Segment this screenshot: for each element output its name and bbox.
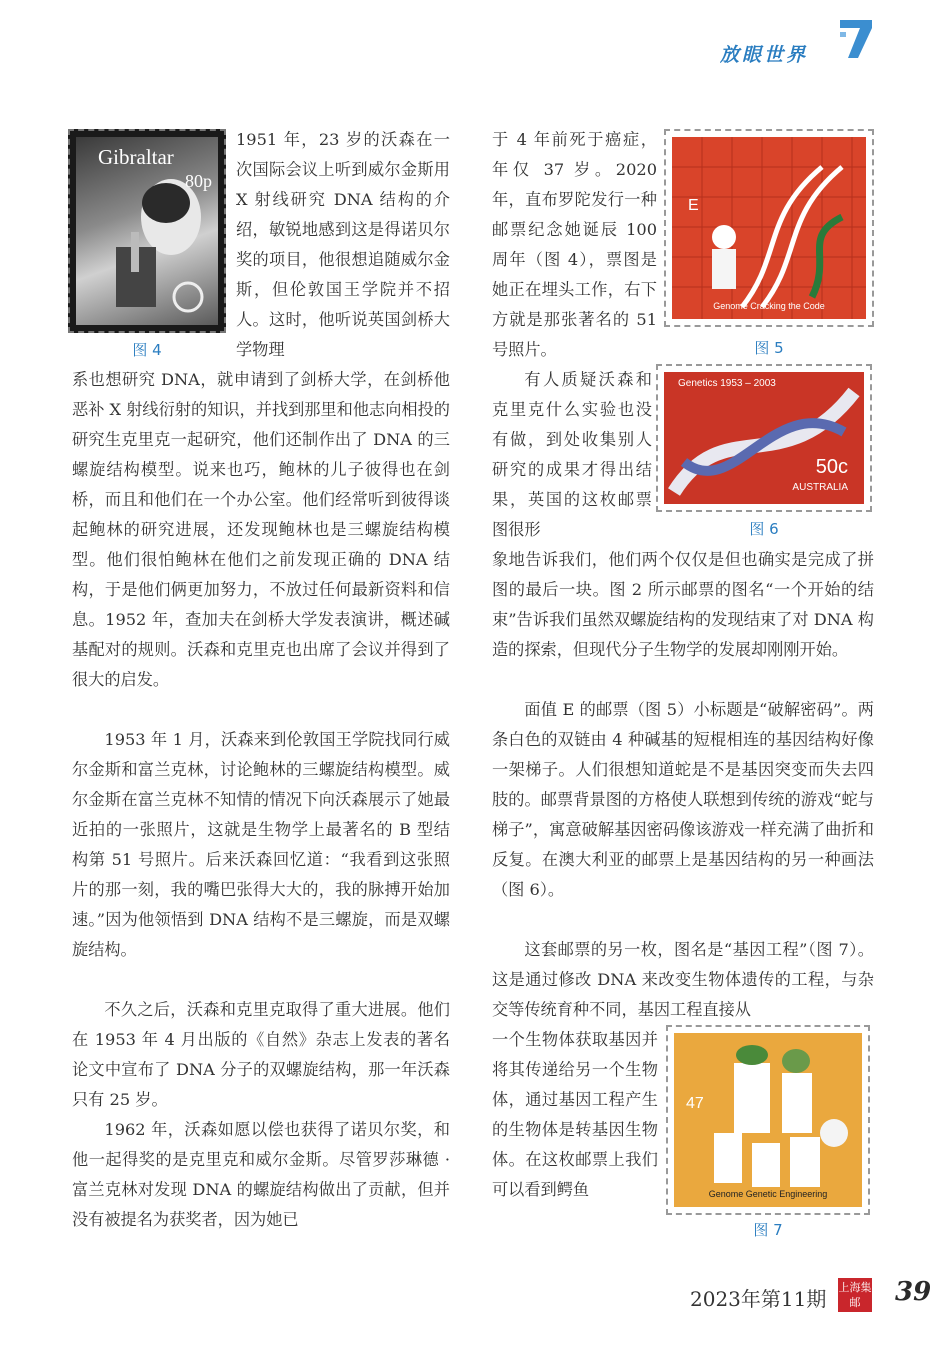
article-paragraph-2: 1953 年 1 月，沃森来到伦敦国王学院找同行威尔金斯和富兰克林，讨论鲍林的三螺旋结构模型。威尔金斯在富兰克林不知情的情况下向沃森展示了她最近拍的一张照片，这就是生物学上最著名的 B 型结构第 51 号照片。后来沃森回忆道：“我看到这张照片的那一刻，我的嘴巴张得大大的，我的脉搏开始加速。”因为他领悟到 DNA 结构不是三螺旋，而是双螺旋结构。: [72, 730, 450, 959]
stamp-value: 80p: [185, 171, 212, 191]
stamp-title: Genetics 1953 – 2003: [678, 378, 776, 389]
figure-5-caption: 图 5: [754, 339, 784, 357]
article-paragraph-6: 面值 E 的邮票（图 5）小标题是“破解密码”。两条白色的双链由 4 种碱基的短棍相连的基因结构好像一架梯子。人们很想知道蛇是不是基因突变而失去四肢的。邮票背景图的方格使人联想到传统的游戏“蛇与梯子”，寓意破解基因密码像该游戏一样充满了曲折和反复。在澳大利亚的邮票上是基因结构的另一种画法（图 6）。: [492, 700, 874, 899]
article-paragraph-3: 不久之后，沃森和克里克取得了重大进展。他们在 1953 年 4 月出版的《自然》杂志上发表的著名论文中宣布了 DNA 分子的双螺旋结构，那一年沃森只有 25 岁。: [72, 1000, 450, 1109]
article-paragraph-1-rest: 系也想研究 DNA，就申请到了剑桥大学，在剑桥他恶补 X 射线衍射的知识，并找到那里和他志向相投的研究生克里克一起研究，他们还制作出了 DNA 的三螺旋结构模型。说来也巧，鲍林的儿子彼得也在剑桥，而且和他们在一个办公室。他们经常听到彼得谈起鲍林的研究进展，还发现鲍林也是三螺旋结构模型。他们很怕鲍林在他们之前发现正确的 DNA 结构，于是他们俩更加努力，不放过任何最新资料和信息。1952 年，查加夫在剑桥大学发表演讲，概述碱基配对的规则。沃森和克里克也出席了会议并得到了很大的启发。: [72, 370, 450, 689]
dna-snake-ladder-image: [672, 137, 866, 319]
article-paragraph-5-top: 有人质疑沃森和克里克什么实验也没有做，到处收集别人研究的成果才得出结果，英国的这枚邮票图很形: [492, 370, 652, 539]
article-paragraph-7-top: 这套邮票的另一枚，图名是“基因工程”（图 7）。这是通过修改 DNA 来改变生物体遗传的工程，与杂交等传统育种不同，基因工程直接从: [492, 940, 874, 1019]
figure-4-caption: 图 4: [132, 341, 162, 359]
genetic-engineering-scientists-image: [674, 1033, 862, 1207]
stamp-figure-7: [666, 1025, 870, 1215]
section-title: 放眼世界: [720, 44, 809, 66]
stamp-value: E: [688, 197, 699, 214]
article-paragraph-7-rest: 一个生物体获取基因并将其传递给另一个生物体，通过基因工程产生的生物体是转基因生物体。在这枚邮票上我们可以看到鳄鱼: [492, 1030, 658, 1199]
page-number: 39: [895, 1277, 932, 1307]
stamp-figure-4: [68, 129, 226, 333]
article-paragraph-4: 1962 年，沃森如愿以偿也获得了诺贝尔奖，和他一起得奖的是克里克和威尔金斯。尽管罗莎琳德 · 富兰克林对发现 DNA 的螺旋结构做出了贡献，但并没有被提名为获奖者，因为她已: [72, 1120, 450, 1229]
stamp-figure-6: [656, 364, 872, 512]
stamp-value: 50c: [815, 456, 848, 478]
stamp-title: Genome Genetic Engineering: [708, 1189, 828, 1199]
figure-7-caption: 图 7: [753, 1221, 783, 1239]
stamp-country: AUSTRALIA: [792, 482, 848, 493]
article-paragraph-1-top: 1951 年，23 岁的沃森在一次国际会议上听到威尔金斯用 X 射线研究 DNA 结构的介绍，敏锐地感到这是得诺贝尔奖的项目，他很想追随威尔金斯，但伦敦国王学院并不招人。这时，他听说英国剑桥大学物理: [236, 130, 450, 359]
stamp-title: Genome Cracking the Code: [713, 301, 825, 311]
article-paragraph-4-continued: 于 4 年前死于癌症，年仅 37 岁。2020 年，直布罗陀发行一种邮票纪念她诞辰 100 周年（图 4），票图是她正在埋头工作，右下方就是那张著名的 51 号照片。: [492, 130, 657, 359]
figure-6-caption: 图 6: [749, 520, 779, 538]
stamp-figure-5: [664, 129, 874, 327]
article-paragraph-5-rest: 象地告诉我们，他们两个仅仅是但也确实是完成了拼图的最后一块。图 2 所示邮票的图名“一个开始的结束”告诉我们虽然双螺旋结构的发现结束了对 DNA 构造的探索，但现代分子生物学的发展却刚刚开始。: [492, 550, 874, 659]
stamp-value: 47: [686, 1095, 704, 1112]
stamp-country: Gibraltar: [98, 145, 174, 169]
magazine-logo: 上海集邮: [838, 1278, 872, 1312]
issue-number: 2023年第11期: [690, 1287, 827, 1311]
section-logo-icon: [840, 20, 872, 58]
